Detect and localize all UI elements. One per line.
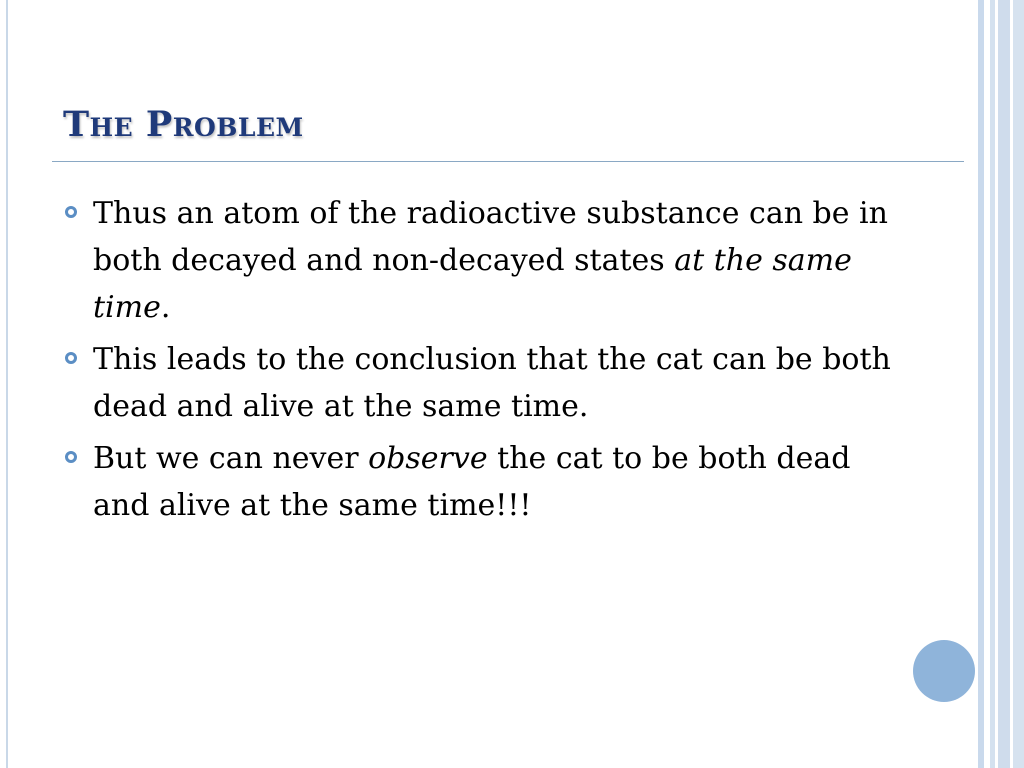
ring-bullet-icon	[65, 352, 77, 364]
bullet-text	[93, 196, 888, 325]
bullet-list	[63, 190, 893, 534]
bullet-text-plain: the cat to be both dead and alive at the same time!!!	[93, 441, 851, 523]
bullet-text-plain: .	[160, 290, 171, 325]
bullet-text-plain: This leads to the conclusion that the cat can be both dead and alive at the same time.	[93, 342, 891, 424]
bullet-text	[93, 441, 850, 523]
bullet-item-2	[63, 336, 893, 430]
right-band-decoration	[998, 0, 1010, 768]
bullet-text-italic: at the same time	[93, 243, 852, 325]
circle-decoration	[913, 640, 975, 702]
bullet-text-plain: Thus an atom of the radioactive substance can be in both decayed and non-decayed states	[93, 196, 888, 278]
bullet-text-plain: But we can never	[93, 441, 369, 476]
bullet-text	[93, 342, 891, 424]
left-border-decoration	[6, 0, 8, 768]
ring-bullet-icon	[65, 451, 77, 463]
title-underline-rule	[52, 161, 964, 162]
bullet-item-3	[63, 435, 893, 529]
slide-title: The Problem	[63, 104, 304, 145]
ring-bullet-icon	[65, 206, 77, 218]
bullet-item-1	[63, 190, 893, 331]
bullet-text-italic: observe	[368, 441, 488, 476]
right-band-decoration	[1013, 0, 1024, 768]
